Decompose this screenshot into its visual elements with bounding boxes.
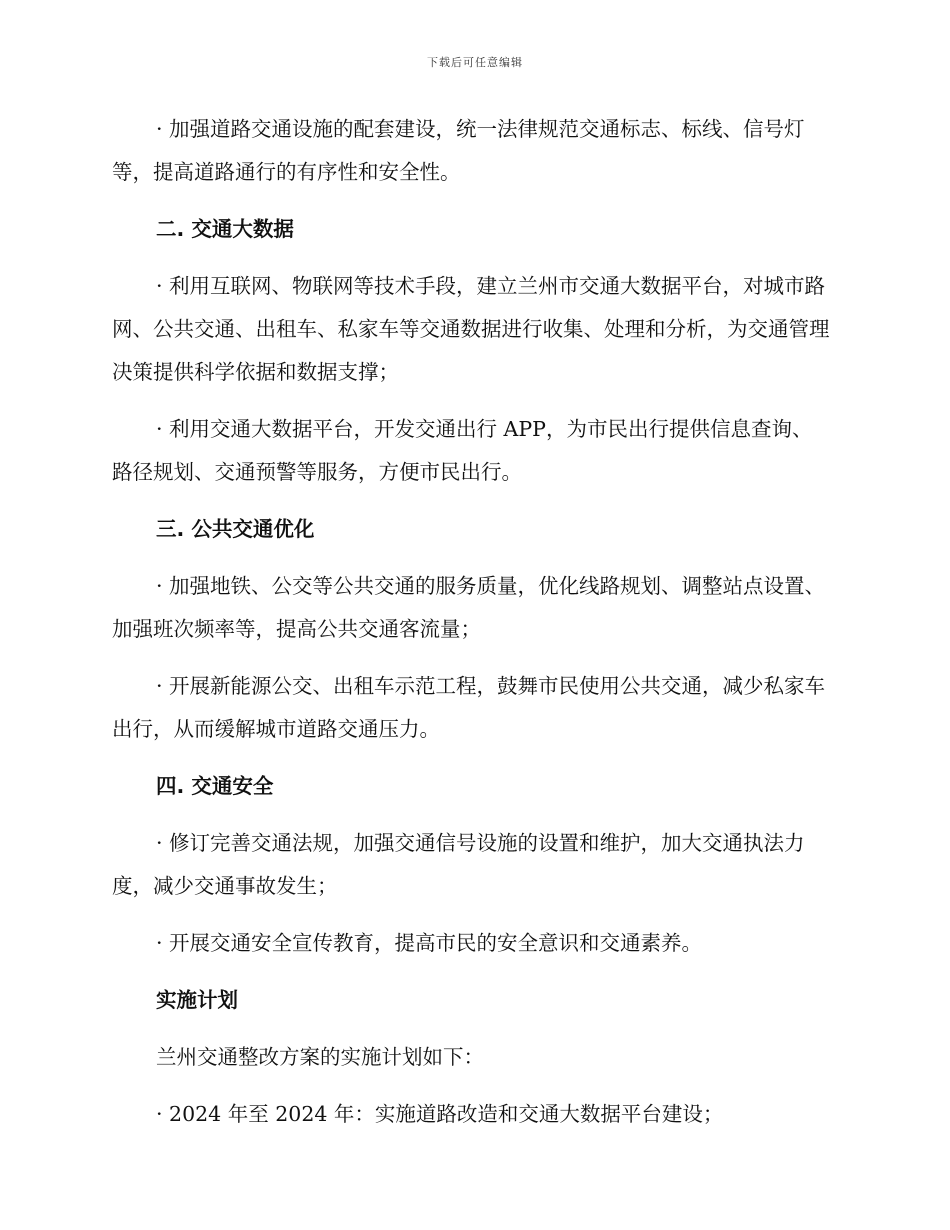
- paragraph-big-data-platform: · 利用互联网、物联网等技术手段，建立兰州市交通大数据平台，对城市路网、公共交通、出租车、私家车等交通数据进行收集、处理和分析，为交通管理决策提供科学依据和数据支撑；: [112, 274, 830, 384]
- paragraph-safety-education: · 开展交通安全宣传教育，提高市民的安全意识和交通素养。: [156, 931, 703, 955]
- paragraph-plan-2024: · 2024 年至 2024 年：实施道路改造和交通大数据平台建设；: [156, 1102, 724, 1126]
- paragraph-travel-app: · 利用交通大数据平台，开发交通出行 APP，为市民出行提供信息查询、路径规划、交通预警等服务，方便市民出行。: [112, 417, 813, 484]
- paragraph-transit-service: · 加强地铁、公交等公共交通的服务质量，优化线路规划、调整站点设置、加强班次频率等，提高公共交通客流量；: [112, 574, 826, 641]
- paragraph-new-energy: · 开展新能源公交、出租车示范工程，鼓舞市民使用公共交通，减少私家车出行，从而缓解城市道路交通压力。: [112, 674, 826, 741]
- section-heading-big-data: 二. 交通大数据: [156, 217, 294, 241]
- paragraph-plan-intro: 兰州交通整改方案的实施计划如下：: [156, 1045, 484, 1069]
- page-header: 下载后可任意编辑: [427, 56, 523, 69]
- section-heading-implementation: 实施计划: [156, 988, 238, 1012]
- section-heading-traffic-safety: 四. 交通安全: [156, 774, 274, 798]
- document-body: [112, 108, 830, 1150]
- section-heading-public-transit: 三. 公共交通优化: [156, 517, 315, 541]
- paragraph-traffic-laws: · 修订完善交通法规，加强交通信号设施的设置和维护，加大交通执法力度，减少交通事故发生；: [112, 831, 805, 898]
- paragraph-facilities: · 加强道路交通设施的配套建设，统一法律规范交通标志、标线、信号灯等，提高道路通行的有序性和安全性。: [112, 117, 805, 184]
